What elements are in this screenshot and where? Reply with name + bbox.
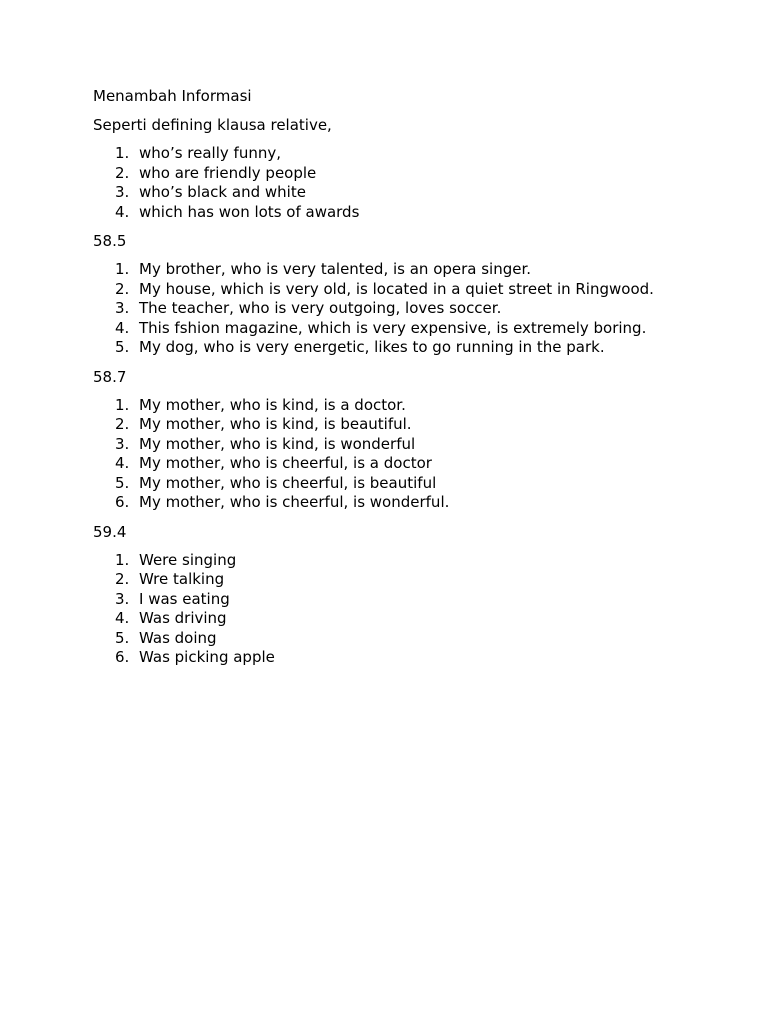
list-item — [93, 319, 753, 339]
list-number: 1. — [115, 260, 130, 278]
list-item-text: who are friendly people — [139, 163, 317, 182]
list-number: 3. — [115, 183, 130, 201]
list-item-text: who’s really funny, — [139, 144, 281, 162]
list-item-text: My brother, who is very talented, is an opera singer. — [139, 260, 532, 278]
list-number: 3. — [115, 589, 130, 608]
list-item-text: Were singing — [139, 550, 237, 569]
answer-list-58-7 — [93, 396, 753, 513]
list-item-text: My house, which is very old, is located in a quiet street in Ringwood. — [139, 279, 654, 298]
list-item-text: My mother, who is cheerful, is wonderful. — [139, 493, 450, 511]
list-item-text: My mother, who is kind, is beautiful. — [139, 415, 412, 433]
list-item-text: I was eating — [139, 589, 230, 608]
list-number: 1. — [115, 144, 130, 162]
answer-list-59-4 — [93, 551, 753, 668]
list-item — [93, 396, 753, 416]
intro-paragraph: Seperti defining klausa relative, — [93, 116, 332, 134]
list-item — [93, 435, 753, 455]
list-item — [93, 570, 753, 590]
document-page — [93, 86, 753, 677]
list-number: 2. — [115, 163, 130, 182]
list-item-text: who’s black and white — [139, 183, 306, 201]
list-item-text: which has won lots of awards — [139, 202, 360, 221]
list-item — [93, 280, 753, 300]
list-number: 3. — [115, 434, 130, 453]
list-number: 2. — [115, 279, 130, 298]
list-item — [93, 183, 753, 203]
list-item — [93, 454, 753, 474]
list-item — [93, 144, 753, 164]
list-item-text: My mother, who is kind, is wonderful — [139, 434, 416, 453]
list-item-text: My mother, who is kind, is a doctor. — [139, 395, 406, 414]
list-item — [93, 551, 753, 571]
list-number: 3. — [115, 299, 130, 317]
list-number: 5. — [115, 628, 130, 647]
list-item-text: Was driving — [139, 609, 227, 627]
list-item — [93, 164, 753, 184]
list-item-text: My mother, who is cheerful, is beautiful — [139, 473, 437, 492]
list-item-text: My mother, who is cheerful, is a doctor — [139, 454, 432, 472]
answer-list-intro — [93, 144, 753, 222]
list-item-text: Wre talking — [139, 570, 225, 588]
list-number: 5. — [115, 338, 130, 356]
list-item-text: Was doing — [139, 628, 217, 647]
document-heading: Menambah Informasi — [93, 87, 252, 105]
list-number: 4. — [115, 609, 130, 627]
section-title-58-7: 58.7 — [93, 367, 127, 386]
list-item — [93, 299, 753, 319]
answer-list-58-5 — [93, 260, 753, 358]
list-item-text: My dog, who is very energetic, likes to go running in the park. — [139, 338, 605, 356]
list-item — [93, 474, 753, 494]
section-title-59-4: 59.4 — [93, 522, 127, 541]
list-number: 5. — [115, 473, 130, 492]
list-number: 2. — [115, 415, 130, 433]
list-item — [93, 203, 753, 223]
list-item — [93, 590, 753, 610]
list-item — [93, 415, 753, 435]
list-number: 2. — [115, 570, 130, 588]
list-item — [93, 260, 753, 280]
list-item-text: Was picking apple — [139, 648, 275, 666]
list-number: 1. — [115, 395, 130, 414]
list-number: 4. — [115, 454, 130, 472]
list-item-text: The teacher, who is very outgoing, loves soccer. — [139, 299, 502, 317]
list-number: 4. — [115, 202, 130, 221]
list-item — [93, 493, 753, 513]
section-title-58-5: 58.5 — [93, 232, 127, 250]
list-item-text: This fshion magazine, which is very expensive, is extremely boring. — [139, 318, 647, 337]
list-number: 4. — [115, 318, 130, 337]
list-number: 6. — [115, 493, 130, 511]
list-item — [93, 609, 753, 629]
list-number: 1. — [115, 550, 130, 569]
list-item — [93, 629, 753, 649]
list-number: 6. — [115, 648, 130, 666]
list-item — [93, 648, 753, 668]
list-item — [93, 338, 753, 358]
